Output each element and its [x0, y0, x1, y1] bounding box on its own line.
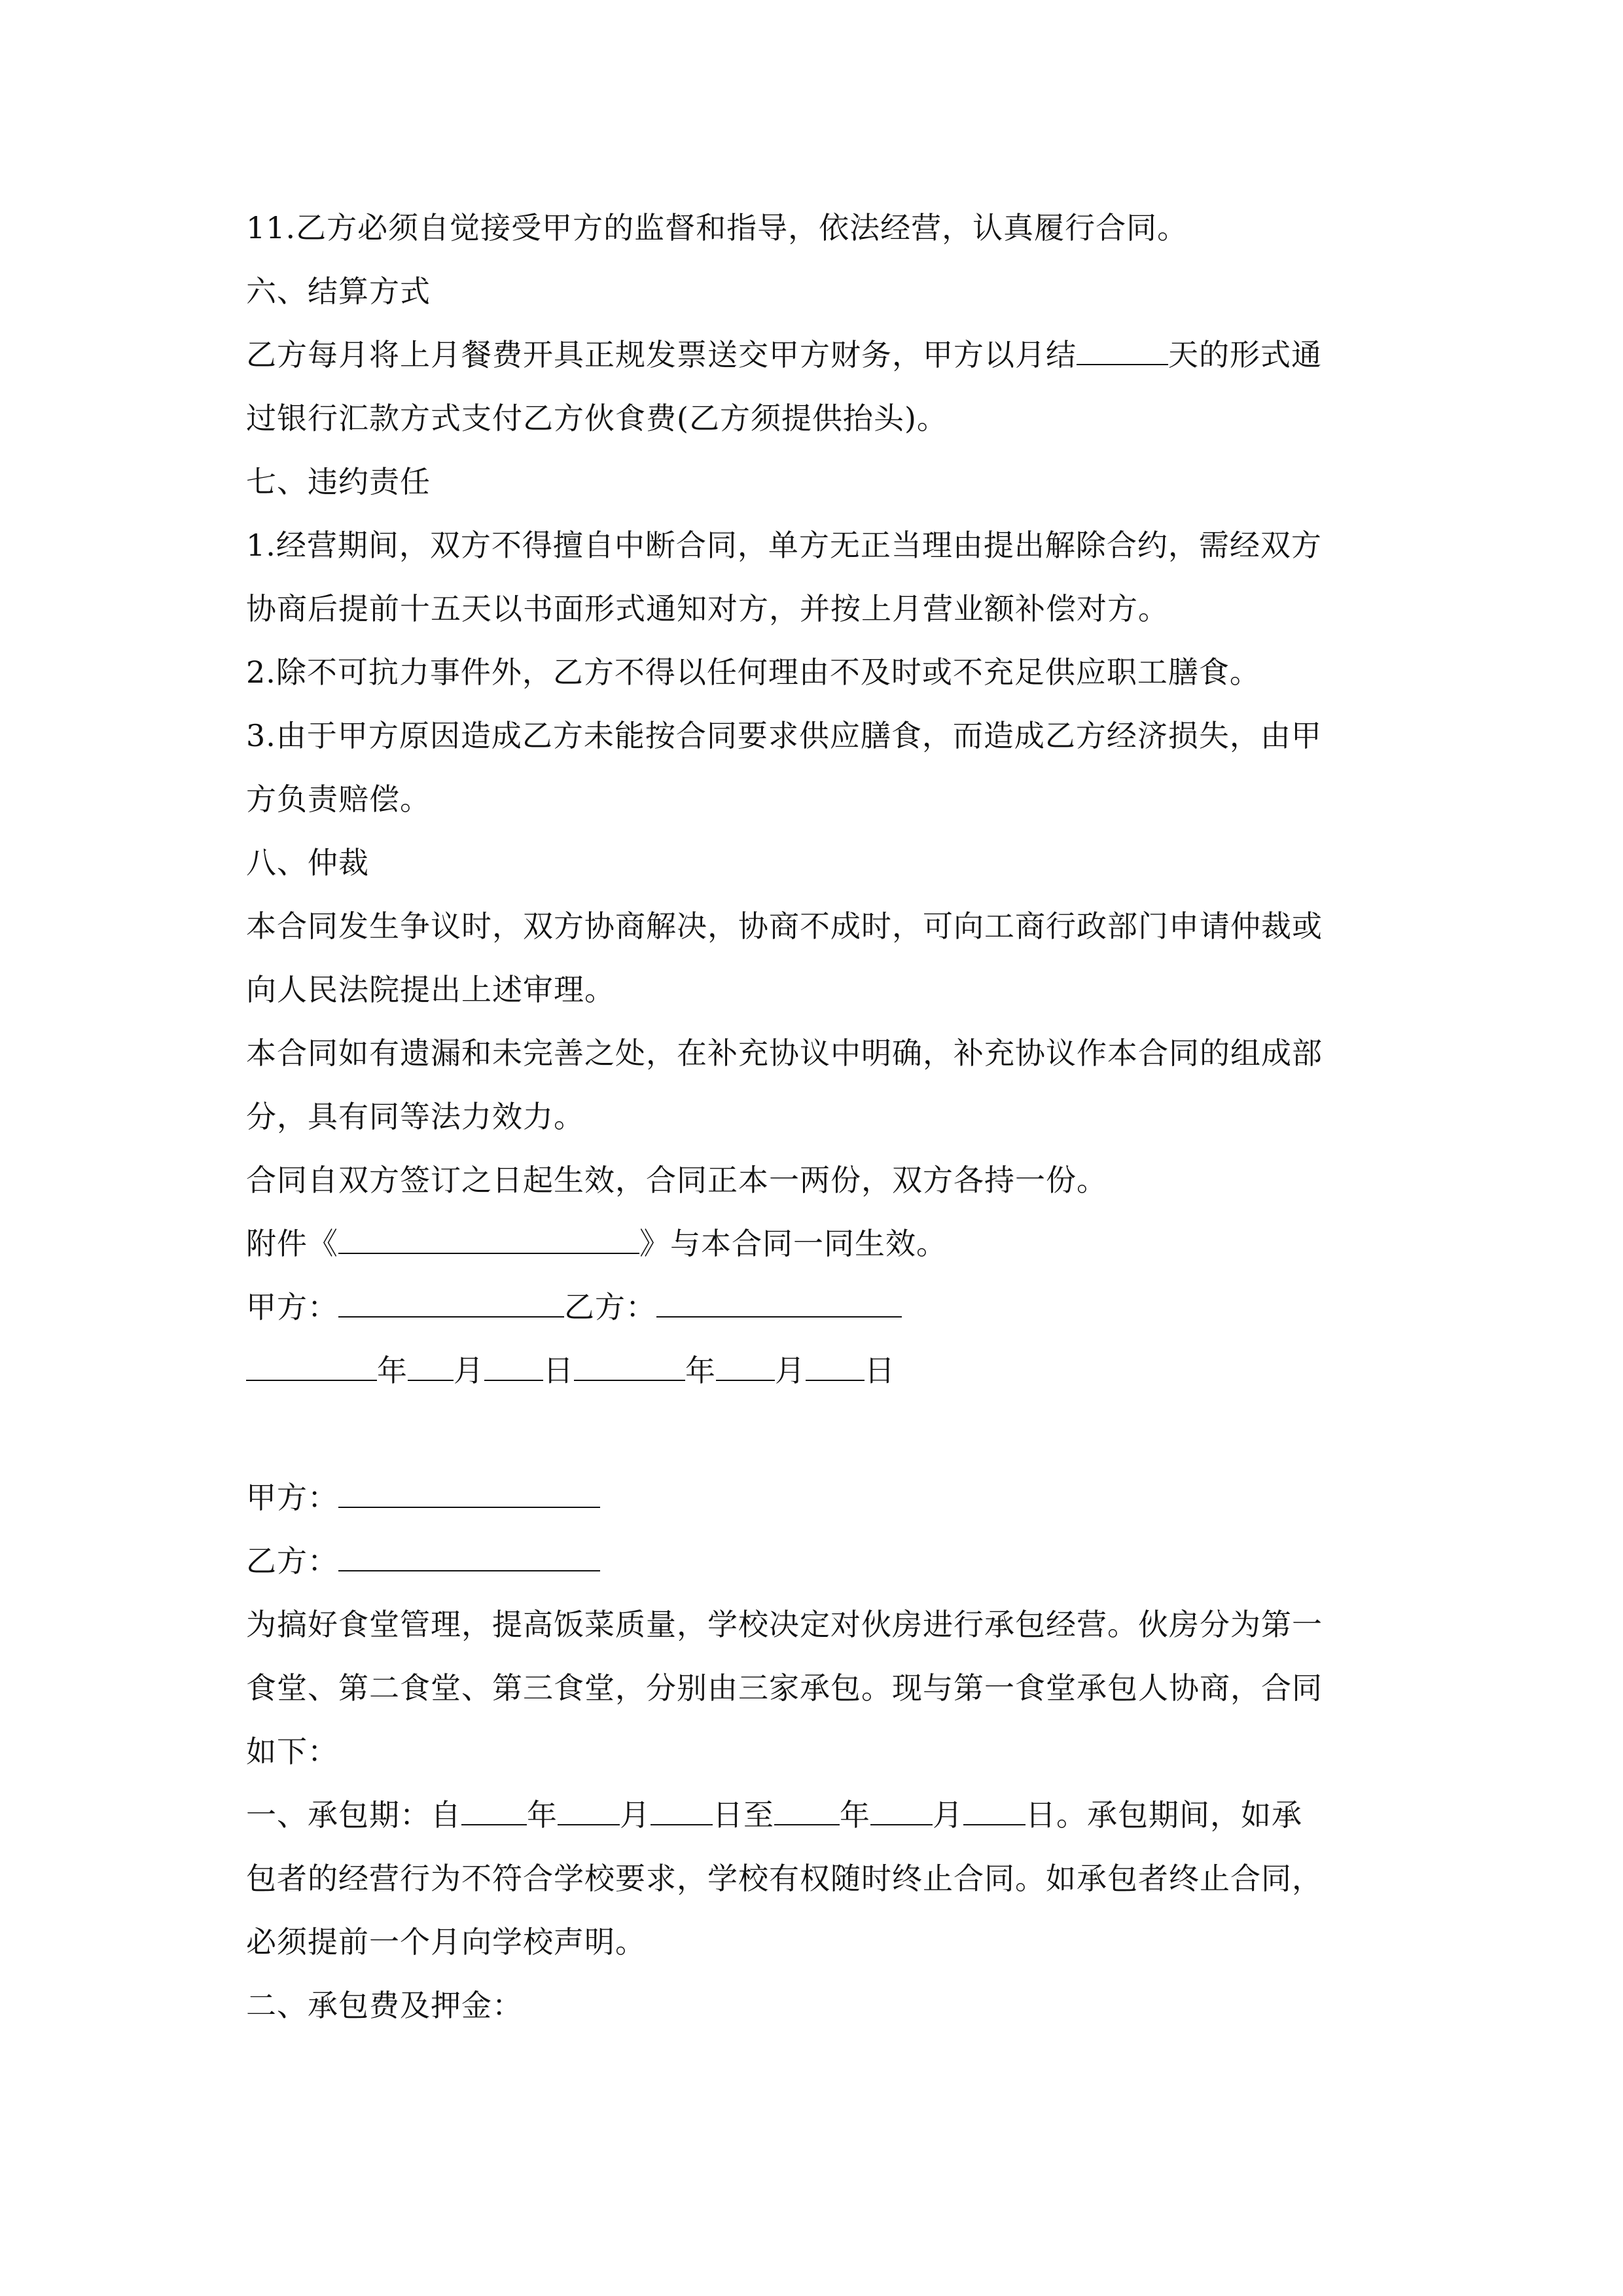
party-a-label-2: 甲方：: [246, 1480, 338, 1515]
day-blank-a: [484, 1346, 543, 1381]
attachment-line: [246, 1212, 1385, 1276]
signature-line: [246, 1276, 1385, 1339]
arbitration-line-2: 向人民法院提出上述审理。: [246, 972, 615, 1007]
settlement-days-blank: [1077, 330, 1168, 365]
end-day-label: 日: [1026, 1797, 1056, 1833]
party-a-blank: [338, 1282, 564, 1318]
term-line-1: [246, 1784, 1385, 1847]
intro-line-2: 食堂、第二食堂、第三食堂，分别由三家承包。现与第一食堂承包人协商，合同: [246, 1670, 1323, 1706]
party-a-label: 甲方：: [246, 1289, 338, 1325]
section-6-heading: 六、结算方式: [246, 274, 431, 309]
breach-item-1-line-1: 1.经营期间，双方不得擅自中断合同，单方无正当理由提出解除合约，需经双方: [246, 528, 1322, 563]
month-label-a: 月: [454, 1353, 484, 1388]
month-blank-a: [408, 1346, 454, 1381]
signature-date-line: [246, 1339, 1385, 1403]
document-body: [246, 196, 1385, 2037]
month-label-b: 月: [775, 1353, 806, 1388]
term-suffix: 。承包期间，如承: [1056, 1797, 1302, 1833]
attachment-suffix: 》与本合同一同生效。: [639, 1226, 947, 1261]
end-day-blank: [963, 1790, 1026, 1825]
end-month-label: 月: [933, 1797, 963, 1833]
start-month-blank: [558, 1790, 620, 1825]
start-day-label: 日: [713, 1797, 743, 1833]
start-year-label: 年: [527, 1797, 558, 1833]
party-a-blank-2: [338, 1473, 600, 1508]
year-blank-b: [574, 1346, 685, 1381]
spacer: [246, 1403, 1385, 1466]
supplement-line-1: 本合同如有遗漏和未完善之处，在补充协议中明确，补充协议作本合同的组成部: [246, 1035, 1323, 1071]
month-blank-b: [716, 1346, 775, 1381]
supplement-line-2: 分，具有同等法力效力。: [246, 1099, 584, 1134]
section-8-heading: 八、仲裁: [246, 845, 369, 880]
party-b-label-2: 乙方：: [246, 1543, 338, 1579]
day-label-b: 日: [865, 1353, 895, 1388]
end-year-label: 年: [840, 1797, 870, 1833]
party-b-line: [246, 1530, 1385, 1593]
breach-item-1-line-2: 协商后提前十五天以书面形式通知对方，并按上月营业额补偿对方。: [246, 591, 1169, 626]
start-day-blank: [651, 1790, 713, 1825]
fee-heading: 二、承包费及押金：: [246, 1988, 523, 2023]
clause-11: 11.乙方必须自觉接受甲方的监督和指导，依法经营，认真履行合同。: [246, 210, 1188, 245]
settlement-text-a: 乙方每月将上月餐费开具正规发票送交甲方财务，甲方以月结: [246, 337, 1077, 372]
year-blank-a: [246, 1346, 377, 1381]
arbitration-line-1: 本合同发生争议时，双方协商解决，协商不成时，可向工商行政部门申请仲裁或: [246, 908, 1323, 944]
effective-clause: 合同自双方签订之日起生效，合同正本一两份，双方各持一份。: [246, 1162, 1107, 1198]
attachment-prefix: 附件《: [246, 1226, 338, 1261]
end-year-blank: [774, 1790, 840, 1825]
settlement-line-1: [246, 323, 1385, 387]
breach-item-3-line-2: 方负责赔偿。: [246, 781, 431, 817]
settlement-text-b: 天的形式通: [1168, 337, 1322, 372]
term-line-2: 包者的经营行为不符合学校要求，学校有权随时终止合同。如承包者终止合同，: [246, 1861, 1323, 1896]
settlement-line-2: 过银行汇款方式支付乙方伙食费(乙方须提供抬头)。: [246, 401, 948, 436]
start-month-label: 月: [620, 1797, 651, 1833]
end-month-blank: [870, 1790, 933, 1825]
term-prefix: 一、承包期：自: [246, 1797, 461, 1833]
to-label: 至: [743, 1797, 774, 1833]
party-a-line: [246, 1466, 1385, 1530]
breach-item-2: 2.除不可抗力事件外，乙方不得以任何理由不及时或不充足供应职工膳食。: [246, 655, 1260, 690]
start-year-blank: [461, 1790, 527, 1825]
attachment-name-blank: [338, 1219, 639, 1254]
year-label-a: 年: [377, 1353, 408, 1388]
party-b-blank: [656, 1282, 902, 1318]
term-line-3: 必须提前一个月向学校声明。: [246, 1924, 646, 1960]
section-7-heading: 七、违约责任: [246, 464, 431, 499]
intro-line-1: 为搞好食堂管理，提高饭菜质量，学校决定对伙房进行承包经营。伙房分为第一: [246, 1607, 1323, 1642]
party-b-label: 乙方：: [564, 1289, 656, 1325]
day-blank-b: [806, 1346, 865, 1381]
breach-item-3-line-1: 3.由于甲方原因造成乙方未能按合同要求供应膳食，而造成乙方经济损失，由甲: [246, 718, 1322, 753]
intro-line-3: 如下：: [246, 1734, 338, 1769]
day-label-a: 日: [543, 1353, 574, 1388]
year-label-b: 年: [685, 1353, 716, 1388]
party-b-blank-2: [338, 1536, 600, 1571]
